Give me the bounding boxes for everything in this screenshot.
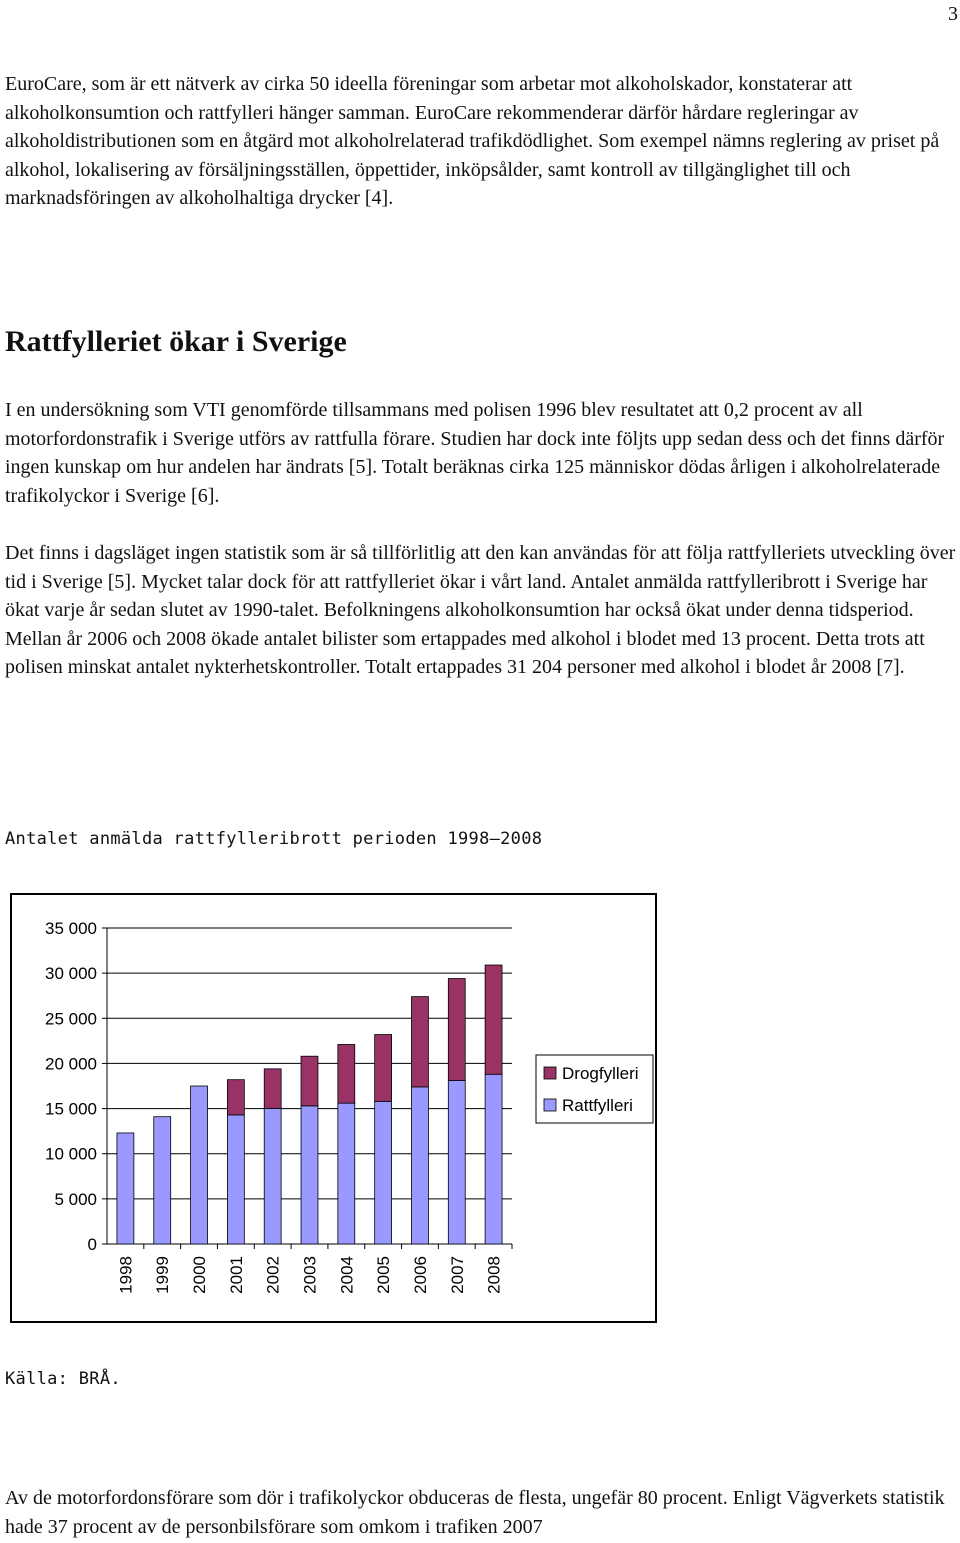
x-tick-label: 2005 <box>374 1256 394 1294</box>
x-tick-label: 2001 <box>226 1256 246 1294</box>
x-tick-label: 2002 <box>263 1256 283 1294</box>
bar-drogfylleri-2002 <box>264 1069 281 1109</box>
bar-drogfylleri-2006 <box>411 997 428 1087</box>
x-tick-label: 2000 <box>190 1256 210 1294</box>
figure-caption: Antalet anmälda rattfylleribrott perioden 1998—2008 <box>5 829 543 849</box>
bar-rattfylleri-2006 <box>411 1087 428 1244</box>
source-note: Källa: BRÅ. <box>5 1369 121 1389</box>
page-number: 3 <box>948 3 958 25</box>
y-tick-label: 5 000 <box>54 1189 97 1209</box>
y-tick-label: 0 <box>87 1235 97 1254</box>
legend-swatch-drogfylleri <box>544 1067 556 1079</box>
x-tick-label: 2004 <box>337 1256 357 1294</box>
bar-rattfylleri-2000 <box>191 1086 208 1244</box>
y-tick-label: 15 000 <box>45 1099 97 1119</box>
x-tick-label: 2003 <box>300 1256 320 1294</box>
x-tick-label: 1998 <box>116 1256 136 1294</box>
paragraph-autopsy: Av de motorfordonsförare som dör i trafikolyckor obduceras de flesta, ungefär 80 procent. Enligt Vägverkets statistik hade 37 procent av de personbilsförare som omkom i trafiken 2007 <box>5 1487 945 1538</box>
chart-frame <box>10 893 657 1323</box>
bar-rattfylleri-2003 <box>301 1106 318 1244</box>
bar-rattfylleri-2002 <box>264 1109 281 1244</box>
legend-label-rattfylleri: Rattfylleri <box>562 1096 633 1115</box>
legend-label-drogfylleri: Drogfylleri <box>562 1064 639 1083</box>
stacked-bar-chart <box>12 895 655 1321</box>
y-tick-label: 30 000 <box>45 964 97 984</box>
legend-swatch-rattfylleri <box>544 1099 556 1111</box>
x-tick-label: 2007 <box>447 1256 467 1294</box>
section-heading: Rattfylleriet ökar i Sverige <box>5 325 347 358</box>
bar-rattfylleri-2001 <box>227 1115 244 1244</box>
bar-rattfylleri-1999 <box>154 1117 171 1244</box>
bar-rattfylleri-2005 <box>375 1101 392 1244</box>
paragraph-vti-study: I en undersökning som VTI genomförde tillsammans med polisen 1996 blev resultatet att 0,2 procent av all motorfordonstrafik i Sverige utförs av rattfulla förare. Studien har dock inte följts upp sedan dess och det finns därför ingen kunskap om hur andelen har ändrats [5]. Totalt beräknas cirka 125 människor dödas årligen i alkoholrelaterade trafikolyckor i Sverige [6]. <box>5 399 945 507</box>
y-tick-label: 10 000 <box>45 1144 97 1164</box>
x-tick-label: 2008 <box>484 1256 504 1294</box>
bar-drogfylleri-2004 <box>338 1044 355 1103</box>
bar-rattfylleri-2004 <box>338 1103 355 1244</box>
y-tick-label: 20 000 <box>45 1054 97 1074</box>
paragraph-eurocare: EuroCare, som är ett nätverk av cirka 50 ideella föreningar som arbetar mot alkoholskador, konstaterar att alkoholkonsumtion och rattfylleri hänger samman. EuroCare rekommenderar därför hårdare regleringar av alkoholdistributionen som en åtgärd mot alkoholrelaterad trafikdödlighet. Som exempel nämns reglering av priset på alkohol, lokalisering av försäljningsställen, öppettider, inköpsålder, samt kontroll av tillgänglighet till och marknadsföringen av alkoholhaltiga drycker [4]. <box>5 73 940 210</box>
bar-drogfylleri-2003 <box>301 1056 318 1106</box>
bar-drogfylleri-2005 <box>375 1035 392 1102</box>
bar-rattfylleri-2008 <box>485 1074 502 1244</box>
bar-drogfylleri-2007 <box>448 979 465 1081</box>
paragraph-statistics: Det finns i dagsläget ingen statistik som är så tillförlitlig att den kan användas för att följa rattfylleriets utveckling över tid i Sverige [5]. Mycket talar dock för att rattfylleriet ökar i vårt land. Antalet anmälda rattfylleribrott i Sverige har ökat varje år sedan slutet av 1990-talet. Befolkningens alkoholkonsumtion har också ökat under denna tidsperiod. Mellan år 2006 och 2008 ökade antalet bilister som ertappades med alkohol i blodet med 13 procent. Detta trots att polisen minskat antalet nykterhetskontroller. Totalt ertappades 31 204 personer med alkohol i blodet år 2008 [7]. <box>5 542 956 679</box>
bar-rattfylleri-1998 <box>117 1133 134 1244</box>
x-tick-label: 1999 <box>153 1256 173 1294</box>
bar-rattfylleri-2007 <box>448 1081 465 1244</box>
x-tick-label: 2006 <box>410 1256 430 1294</box>
bar-drogfylleri-2001 <box>227 1080 244 1115</box>
bar-drogfylleri-2008 <box>485 965 502 1074</box>
y-tick-label: 25 000 <box>45 1009 97 1029</box>
y-tick-label: 35 000 <box>45 919 97 938</box>
